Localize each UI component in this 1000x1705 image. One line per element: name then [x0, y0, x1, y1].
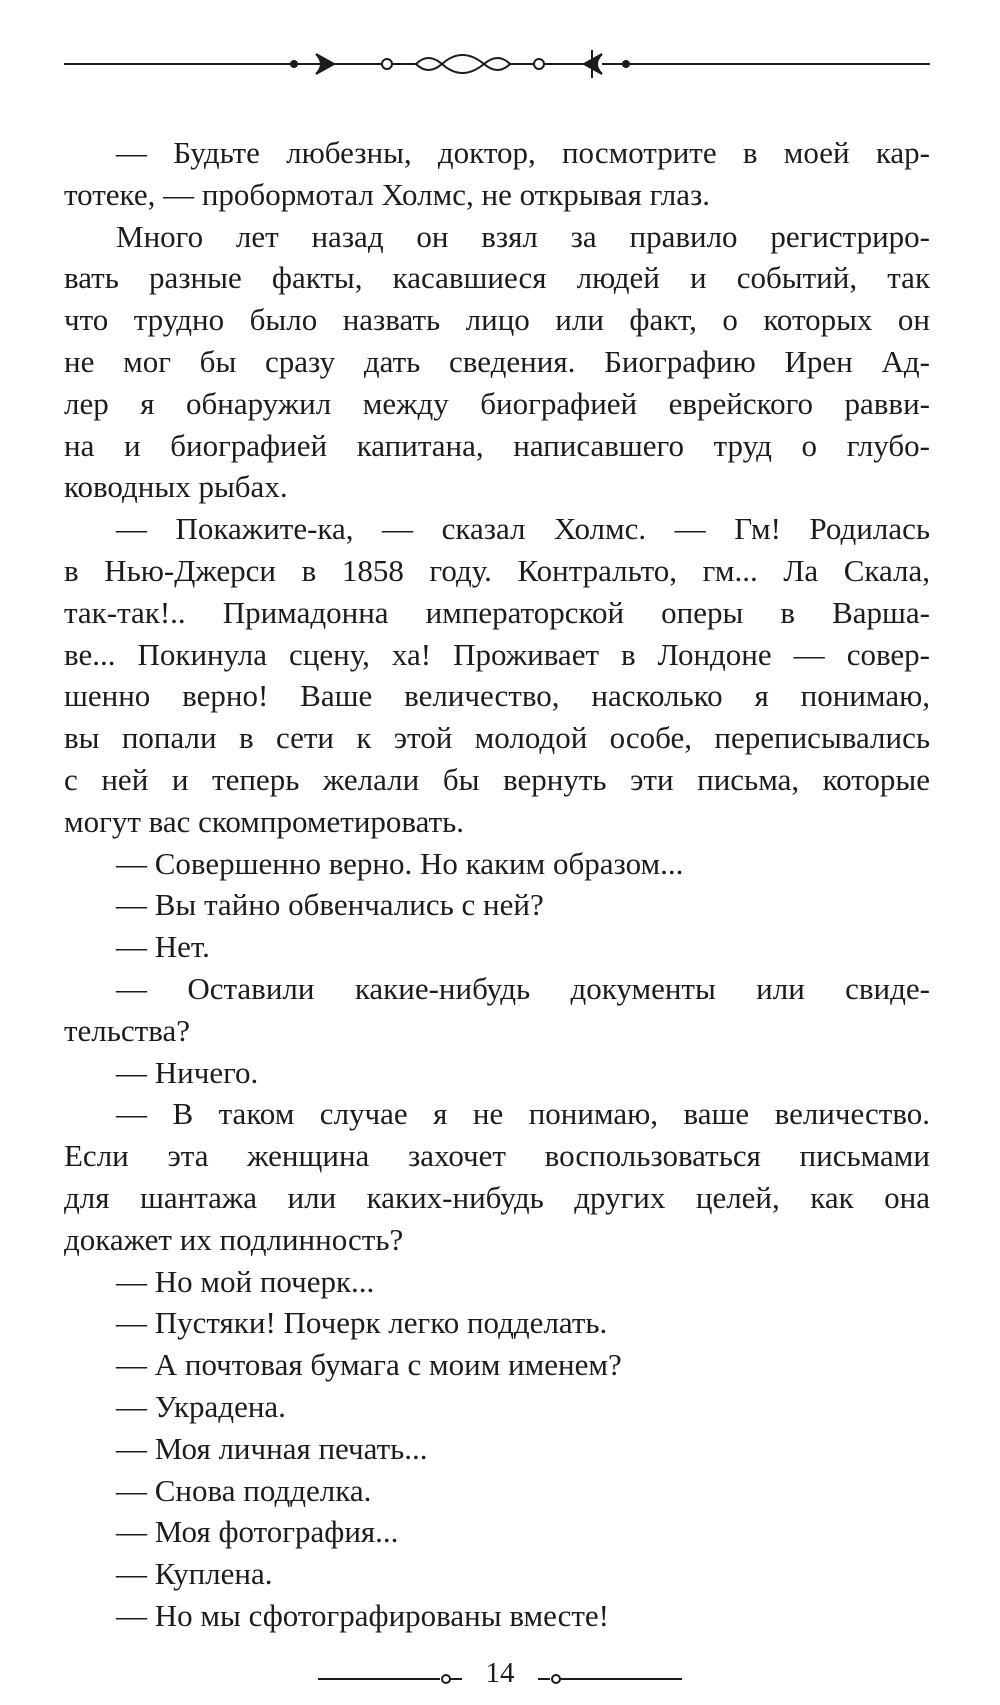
text-line: докажет их подлинность?: [64, 1221, 404, 1257]
text-line: — Будьте любезны, доктор, посмотрите в моей кар-: [116, 135, 930, 170]
text-line: Много лет назад он взял за правило регистриро-: [116, 218, 930, 254]
text-line: могут вас скомпрометировать.: [64, 803, 465, 839]
text-line: — Куплена.: [116, 1556, 273, 1592]
text-line: — Вы тайно обвенчались с ней?: [116, 887, 544, 923]
text-line: — Оставили какие-нибудь документы или свиде-: [116, 970, 930, 1006]
text-line: — Покажите-ка, — сказал Холмс. — Гм! Родилась: [116, 511, 930, 547]
text-line: на и биографией капитана, написавшего труд о глубо-: [64, 427, 930, 463]
text-line: — Совершенно верно. Но каким образом...: [116, 845, 684, 881]
text-line: для шантажа или каких-нибудь других целей, как она: [64, 1179, 930, 1215]
text-line: вать разные факты, касавшиеся людей и событий, так: [64, 260, 930, 296]
text-line: — Украдена.: [116, 1388, 286, 1424]
text-line: в Нью-Джерси в 1858 году. Контральто, гм... Ла Скала,: [64, 552, 930, 588]
text-line: что трудно было назвать лицо или факт, о которых он: [64, 302, 930, 338]
text-line: — Моя личная печать...: [116, 1430, 428, 1466]
text-line: — В таком случае я не понимаю, ваше величество.: [116, 1096, 930, 1132]
text-line: Если эта женщина захочет воспользоваться письмами: [64, 1138, 930, 1174]
text-line: ве... Покинула сцену, ха! Проживает в Лондоне — совер-: [64, 636, 930, 672]
text-line: ководных рыбах.: [64, 469, 288, 505]
body-text: [64, 132, 930, 1637]
text-line: — Моя фотография...: [116, 1514, 399, 1550]
text-line: — Но мы сфотографированы вместе!: [116, 1597, 609, 1633]
text-line: не мог бы сразу дать сведения. Биографию Ирен Ад-: [64, 343, 930, 379]
text-line: — А почтовая бумага с моим именем?: [116, 1347, 622, 1383]
text-line: тельства?: [64, 1012, 190, 1048]
page-number: 14: [485, 1657, 515, 1689]
text-line: — Ничего.: [116, 1054, 259, 1090]
text-line: шенно верно! Ваше величество, насколько я понимаю,: [64, 678, 930, 714]
text-line: тотеке, — пробормотал Холмс, не открывая глаз.: [64, 176, 710, 212]
text-line: так-так!.. Примадонна императорской оперы в Варша-: [64, 594, 930, 630]
text-line: — Снова подделка.: [116, 1472, 372, 1508]
text-line: — Нет.: [116, 929, 210, 965]
text-line: лер я обнаружил между биографией еврейского равви-: [64, 385, 930, 421]
text-line: вы попали в сети к этой молодой особе, переписывались: [64, 720, 930, 756]
text-line: с ней и теперь желали бы вернуть эти письма, которые: [64, 761, 930, 797]
decorative-ornament-header: [64, 40, 930, 88]
text-line: — Но мой почерк...: [116, 1263, 375, 1299]
text-line: — Пустяки! Почерк легко подделать.: [116, 1305, 608, 1341]
